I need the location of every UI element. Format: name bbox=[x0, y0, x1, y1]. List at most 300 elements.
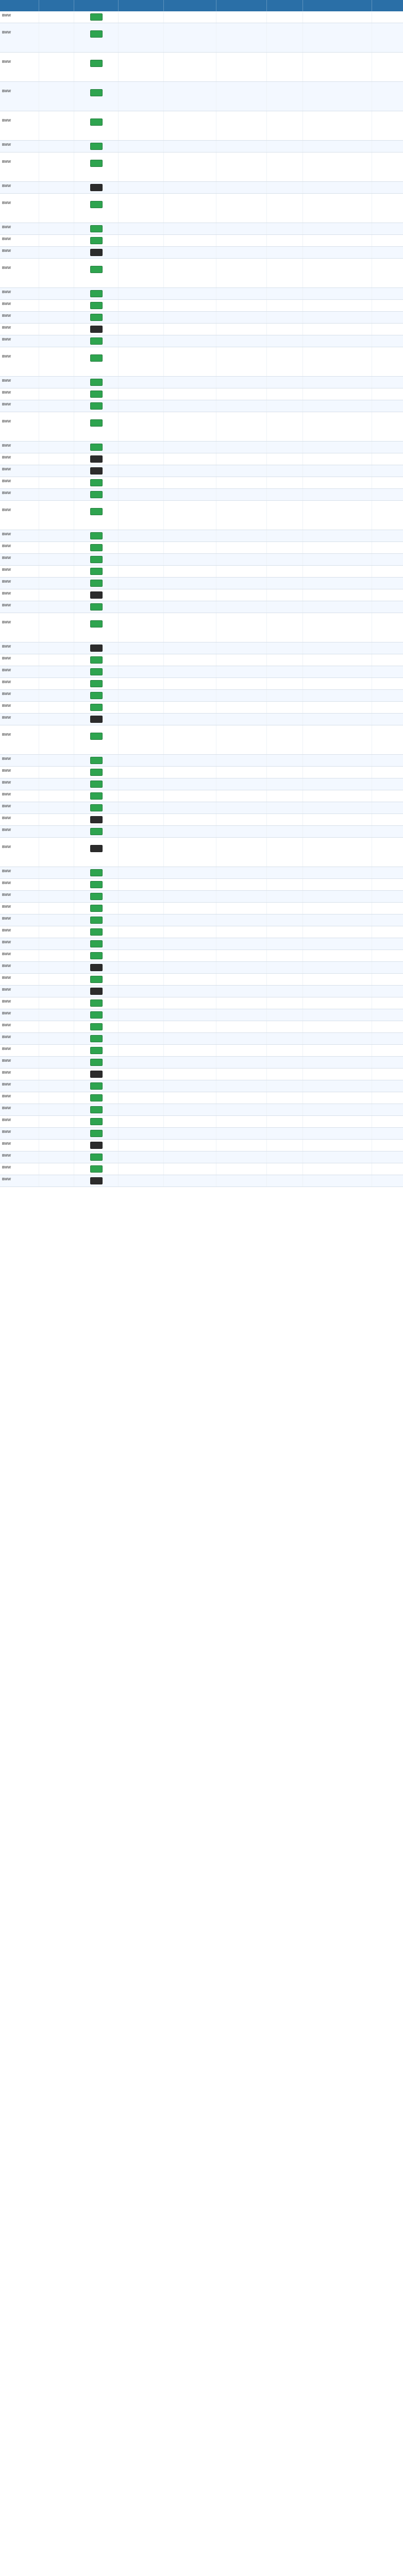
cell-col-4 bbox=[119, 223, 164, 234]
cell-col-5 bbox=[164, 613, 216, 642]
table-row bbox=[0, 111, 403, 141]
table-row bbox=[0, 997, 403, 1009]
cell-col-4 bbox=[119, 578, 164, 589]
cell-col-2 bbox=[39, 903, 74, 914]
cell-col-6 bbox=[216, 654, 267, 666]
cell-col-4 bbox=[119, 903, 164, 914]
cell-col-4 bbox=[119, 1151, 164, 1163]
cell-col-2 bbox=[39, 194, 74, 223]
cell-col-2 bbox=[39, 453, 74, 465]
cell-col-7 bbox=[267, 1009, 303, 1021]
table-row bbox=[0, 767, 403, 778]
cell-col-4 bbox=[119, 530, 164, 541]
cell-badge bbox=[74, 997, 119, 1009]
cell-col-6 bbox=[216, 814, 267, 825]
cell-badge bbox=[74, 235, 119, 246]
table-header-col-3 bbox=[74, 0, 119, 11]
cell-col-5 bbox=[164, 826, 216, 837]
cell-col-2 bbox=[39, 578, 74, 589]
cell-badge bbox=[74, 578, 119, 589]
table-row bbox=[0, 642, 403, 654]
cell-badge bbox=[74, 501, 119, 530]
cell-make: BMW bbox=[0, 666, 39, 677]
cell-col-6 bbox=[216, 400, 267, 412]
cell-col-7 bbox=[267, 542, 303, 553]
table-row bbox=[0, 1092, 403, 1104]
cell-badge bbox=[74, 879, 119, 890]
table-row bbox=[0, 666, 403, 678]
cell-make: BMW bbox=[0, 997, 39, 1009]
status-badge bbox=[90, 118, 103, 126]
cell-col-5 bbox=[164, 814, 216, 825]
cell-col-2 bbox=[39, 938, 74, 950]
status-badge bbox=[90, 1011, 103, 1019]
table-row bbox=[0, 442, 403, 453]
cell-col-7 bbox=[267, 400, 303, 412]
cell-col-9 bbox=[372, 814, 403, 825]
cell-badge bbox=[74, 814, 119, 825]
cell-col-5 bbox=[164, 891, 216, 902]
cell-col-2 bbox=[39, 1128, 74, 1139]
cell-col-5 bbox=[164, 690, 216, 701]
cell-col-4 bbox=[119, 1080, 164, 1092]
cell-col-4 bbox=[119, 247, 164, 258]
cell-col-9 bbox=[372, 997, 403, 1009]
cell-col-9 bbox=[372, 938, 403, 950]
cell-col-9 bbox=[372, 974, 403, 985]
cell-col-7 bbox=[267, 601, 303, 613]
cell-col-4 bbox=[119, 1009, 164, 1021]
cell-col-6 bbox=[216, 259, 267, 287]
table-row bbox=[0, 1069, 403, 1080]
cell-col-6 bbox=[216, 867, 267, 878]
cell-col-4 bbox=[119, 501, 164, 530]
cell-badge bbox=[74, 1045, 119, 1056]
cell-make: BMW bbox=[0, 601, 39, 613]
cell-col-7 bbox=[267, 465, 303, 477]
cell-col-9 bbox=[372, 642, 403, 654]
table-row bbox=[0, 566, 403, 578]
cell-badge bbox=[74, 690, 119, 701]
cell-col-7 bbox=[267, 442, 303, 453]
cell-col-5 bbox=[164, 477, 216, 488]
cell-col-6 bbox=[216, 1092, 267, 1104]
cell-badge bbox=[74, 400, 119, 412]
cell-badge bbox=[74, 767, 119, 778]
cell-col-2 bbox=[39, 152, 74, 181]
cell-col-5 bbox=[164, 962, 216, 973]
cell-col-6 bbox=[216, 312, 267, 323]
cell-make: BMW bbox=[0, 642, 39, 654]
table-row bbox=[0, 690, 403, 702]
cell-col-7 bbox=[267, 412, 303, 441]
cell-col-4 bbox=[119, 335, 164, 347]
cell-col-6 bbox=[216, 589, 267, 601]
table-header-col-2 bbox=[39, 0, 74, 11]
table-row bbox=[0, 1021, 403, 1033]
cell-col-2 bbox=[39, 554, 74, 565]
cell-badge bbox=[74, 111, 119, 140]
cell-col-8 bbox=[303, 182, 372, 193]
cell-col-5 bbox=[164, 442, 216, 453]
table-row bbox=[0, 914, 403, 926]
cell-badge bbox=[74, 802, 119, 814]
status-badge bbox=[90, 237, 103, 244]
cell-col-2 bbox=[39, 247, 74, 258]
cell-col-2 bbox=[39, 1057, 74, 1068]
cell-col-4 bbox=[119, 838, 164, 867]
cell-make: BMW bbox=[0, 453, 39, 465]
cell-badge bbox=[74, 1163, 119, 1175]
cell-col-6 bbox=[216, 755, 267, 766]
cell-make: BMW bbox=[0, 1104, 39, 1115]
cell-col-5 bbox=[164, 377, 216, 388]
cell-col-6 bbox=[216, 300, 267, 311]
table-row bbox=[0, 654, 403, 666]
cell-col-7 bbox=[267, 1116, 303, 1127]
cell-col-9 bbox=[372, 1057, 403, 1068]
cell-col-5 bbox=[164, 1033, 216, 1044]
cell-col-4 bbox=[119, 974, 164, 985]
cell-col-7 bbox=[267, 838, 303, 867]
cell-col-9 bbox=[372, 259, 403, 287]
cell-col-2 bbox=[39, 1104, 74, 1115]
cell-make: BMW bbox=[0, 690, 39, 701]
cell-col-7 bbox=[267, 613, 303, 642]
cell-col-2 bbox=[39, 388, 74, 400]
cell-badge bbox=[74, 778, 119, 790]
cell-col-9 bbox=[372, 152, 403, 181]
status-badge bbox=[90, 1047, 103, 1054]
cell-col-8 bbox=[303, 714, 372, 725]
cell-col-8 bbox=[303, 891, 372, 902]
status-badge bbox=[90, 444, 103, 451]
cell-col-7 bbox=[267, 347, 303, 376]
cell-col-8 bbox=[303, 223, 372, 234]
cell-col-4 bbox=[119, 53, 164, 81]
cell-make: BMW bbox=[0, 1069, 39, 1080]
cell-col-2 bbox=[39, 826, 74, 837]
cell-col-8 bbox=[303, 489, 372, 500]
cell-col-7 bbox=[267, 702, 303, 713]
status-badge bbox=[90, 419, 103, 427]
cell-col-2 bbox=[39, 725, 74, 754]
cell-col-2 bbox=[39, 489, 74, 500]
cell-col-2 bbox=[39, 312, 74, 323]
cell-col-5 bbox=[164, 412, 216, 441]
cell-col-7 bbox=[267, 974, 303, 985]
cell-col-9 bbox=[372, 324, 403, 335]
cell-col-2 bbox=[39, 1021, 74, 1032]
cell-make: BMW bbox=[0, 826, 39, 837]
cell-col-2 bbox=[39, 1080, 74, 1092]
cell-col-6 bbox=[216, 530, 267, 541]
cell-badge bbox=[74, 755, 119, 766]
status-badge bbox=[90, 337, 103, 345]
cell-col-9 bbox=[372, 826, 403, 837]
cell-col-8 bbox=[303, 601, 372, 613]
cell-col-2 bbox=[39, 986, 74, 997]
cell-col-7 bbox=[267, 802, 303, 814]
cell-col-5 bbox=[164, 1092, 216, 1104]
cell-col-6 bbox=[216, 997, 267, 1009]
status-badge bbox=[90, 467, 103, 474]
table-row bbox=[0, 11, 403, 23]
cell-make: BMW bbox=[0, 1033, 39, 1044]
status-badge bbox=[90, 716, 103, 723]
cell-col-7 bbox=[267, 867, 303, 878]
table-row bbox=[0, 489, 403, 501]
cell-col-2 bbox=[39, 1140, 74, 1151]
cell-col-2 bbox=[39, 442, 74, 453]
cell-col-8 bbox=[303, 867, 372, 878]
cell-col-8 bbox=[303, 477, 372, 488]
cell-col-2 bbox=[39, 1092, 74, 1104]
cell-badge bbox=[74, 986, 119, 997]
cell-col-4 bbox=[119, 938, 164, 950]
cell-col-9 bbox=[372, 702, 403, 713]
cell-make: BMW bbox=[0, 879, 39, 890]
cell-col-7 bbox=[267, 182, 303, 193]
cell-col-8 bbox=[303, 654, 372, 666]
cell-col-8 bbox=[303, 324, 372, 335]
status-badge bbox=[90, 976, 103, 983]
status-badge bbox=[90, 290, 103, 297]
cell-col-9 bbox=[372, 914, 403, 926]
cell-make: BMW bbox=[0, 324, 39, 335]
cell-col-8 bbox=[303, 778, 372, 790]
cell-col-5 bbox=[164, 501, 216, 530]
cell-badge bbox=[74, 312, 119, 323]
cell-col-4 bbox=[119, 477, 164, 488]
status-badge bbox=[90, 1106, 103, 1113]
cell-badge bbox=[74, 926, 119, 938]
cell-col-6 bbox=[216, 601, 267, 613]
cell-badge bbox=[74, 589, 119, 601]
cell-col-9 bbox=[372, 542, 403, 553]
cell-col-4 bbox=[119, 1057, 164, 1068]
cell-col-6 bbox=[216, 1128, 267, 1139]
cell-col-7 bbox=[267, 926, 303, 938]
cell-col-7 bbox=[267, 388, 303, 400]
cell-col-6 bbox=[216, 891, 267, 902]
status-badge bbox=[90, 479, 103, 486]
cell-col-5 bbox=[164, 194, 216, 223]
cell-badge bbox=[74, 714, 119, 725]
table-row bbox=[0, 1033, 403, 1045]
cell-col-2 bbox=[39, 962, 74, 973]
cell-col-5 bbox=[164, 678, 216, 689]
status-badge bbox=[90, 1165, 103, 1173]
cell-col-7 bbox=[267, 11, 303, 23]
cell-col-5 bbox=[164, 300, 216, 311]
cell-col-6 bbox=[216, 578, 267, 589]
cell-col-6 bbox=[216, 767, 267, 778]
cell-col-7 bbox=[267, 489, 303, 500]
cell-col-6 bbox=[216, 1045, 267, 1056]
cell-col-7 bbox=[267, 554, 303, 565]
cell-badge bbox=[74, 654, 119, 666]
table-row bbox=[0, 259, 403, 288]
cell-col-7 bbox=[267, 1080, 303, 1092]
cell-make: BMW bbox=[0, 1021, 39, 1032]
cell-col-4 bbox=[119, 613, 164, 642]
status-badge bbox=[90, 620, 103, 628]
cell-make: BMW bbox=[0, 1045, 39, 1056]
cell-col-5 bbox=[164, 1151, 216, 1163]
cell-col-4 bbox=[119, 1140, 164, 1151]
table-header-col-5 bbox=[164, 0, 216, 11]
cell-col-6 bbox=[216, 666, 267, 677]
table-row bbox=[0, 814, 403, 826]
table-row bbox=[0, 542, 403, 554]
cell-badge bbox=[74, 53, 119, 81]
cell-badge bbox=[74, 259, 119, 287]
table-row bbox=[0, 400, 403, 412]
cell-badge bbox=[74, 1128, 119, 1139]
cell-col-5 bbox=[164, 589, 216, 601]
cell-col-6 bbox=[216, 725, 267, 754]
cell-col-9 bbox=[372, 53, 403, 81]
status-badge bbox=[90, 692, 103, 699]
cell-col-4 bbox=[119, 152, 164, 181]
cell-col-2 bbox=[39, 300, 74, 311]
table-header-col-6 bbox=[216, 0, 267, 11]
cell-col-5 bbox=[164, 347, 216, 376]
cell-make: BMW bbox=[0, 1163, 39, 1175]
table-row bbox=[0, 1104, 403, 1116]
status-badge bbox=[90, 905, 103, 912]
cell-col-6 bbox=[216, 914, 267, 926]
cell-col-4 bbox=[119, 111, 164, 140]
cell-badge bbox=[74, 974, 119, 985]
cell-col-4 bbox=[119, 1069, 164, 1080]
status-badge bbox=[90, 532, 103, 539]
cell-col-9 bbox=[372, 755, 403, 766]
cell-col-9 bbox=[372, 950, 403, 961]
cell-make: BMW bbox=[0, 1080, 39, 1092]
status-badge bbox=[90, 508, 103, 515]
cell-col-7 bbox=[267, 194, 303, 223]
cell-col-4 bbox=[119, 589, 164, 601]
cell-badge bbox=[74, 82, 119, 111]
table-row bbox=[0, 412, 403, 442]
cell-col-8 bbox=[303, 702, 372, 713]
cell-col-9 bbox=[372, 1104, 403, 1115]
cell-col-2 bbox=[39, 477, 74, 488]
cell-badge bbox=[74, 702, 119, 713]
cell-col-7 bbox=[267, 1128, 303, 1139]
cell-col-2 bbox=[39, 465, 74, 477]
cell-col-5 bbox=[164, 802, 216, 814]
cell-col-7 bbox=[267, 1175, 303, 1187]
cell-col-8 bbox=[303, 613, 372, 642]
cell-col-8 bbox=[303, 300, 372, 311]
cell-col-9 bbox=[372, 1128, 403, 1139]
cell-col-2 bbox=[39, 1163, 74, 1175]
cell-col-4 bbox=[119, 542, 164, 553]
cell-col-2 bbox=[39, 867, 74, 878]
cell-col-9 bbox=[372, 465, 403, 477]
status-badge bbox=[90, 568, 103, 575]
cell-col-9 bbox=[372, 489, 403, 500]
cell-badge bbox=[74, 347, 119, 376]
status-badge bbox=[90, 13, 103, 21]
cell-badge bbox=[74, 1021, 119, 1032]
cell-col-5 bbox=[164, 53, 216, 81]
cell-badge bbox=[74, 1140, 119, 1151]
cell-col-4 bbox=[119, 666, 164, 677]
cell-col-5 bbox=[164, 974, 216, 985]
cell-col-6 bbox=[216, 542, 267, 553]
cell-make: BMW bbox=[0, 300, 39, 311]
cell-make: BMW bbox=[0, 259, 39, 287]
cell-col-9 bbox=[372, 1021, 403, 1032]
cell-col-6 bbox=[216, 442, 267, 453]
cell-col-6 bbox=[216, 247, 267, 258]
cell-make: BMW bbox=[0, 152, 39, 181]
cell-col-5 bbox=[164, 259, 216, 287]
table-row bbox=[0, 891, 403, 903]
cell-col-2 bbox=[39, 654, 74, 666]
cell-col-9 bbox=[372, 1175, 403, 1187]
cell-col-9 bbox=[372, 962, 403, 973]
cell-badge bbox=[74, 465, 119, 477]
cell-col-2 bbox=[39, 1069, 74, 1080]
status-badge bbox=[90, 988, 103, 995]
cell-make: BMW bbox=[0, 1175, 39, 1187]
cell-col-9 bbox=[372, 400, 403, 412]
cell-col-4 bbox=[119, 767, 164, 778]
table-row bbox=[0, 778, 403, 790]
cell-col-6 bbox=[216, 642, 267, 654]
status-badge bbox=[90, 1177, 103, 1184]
cell-col-8 bbox=[303, 962, 372, 973]
cell-col-4 bbox=[119, 23, 164, 52]
cell-col-5 bbox=[164, 1116, 216, 1127]
cell-col-2 bbox=[39, 678, 74, 689]
status-badge bbox=[90, 266, 103, 273]
cell-col-6 bbox=[216, 1140, 267, 1151]
cell-col-5 bbox=[164, 223, 216, 234]
cell-col-9 bbox=[372, 838, 403, 867]
cell-col-6 bbox=[216, 1021, 267, 1032]
cell-col-6 bbox=[216, 1116, 267, 1127]
cell-col-6 bbox=[216, 778, 267, 790]
cell-make: BMW bbox=[0, 578, 39, 589]
cell-badge bbox=[74, 613, 119, 642]
cell-col-5 bbox=[164, 702, 216, 713]
cell-col-7 bbox=[267, 950, 303, 961]
cell-col-5 bbox=[164, 790, 216, 802]
cell-col-7 bbox=[267, 1163, 303, 1175]
cell-col-9 bbox=[372, 767, 403, 778]
cell-col-5 bbox=[164, 152, 216, 181]
cell-col-2 bbox=[39, 914, 74, 926]
cell-col-9 bbox=[372, 1045, 403, 1056]
status-badge bbox=[90, 1094, 103, 1101]
cell-col-2 bbox=[39, 755, 74, 766]
cell-col-6 bbox=[216, 223, 267, 234]
status-badge bbox=[90, 556, 103, 563]
cell-col-4 bbox=[119, 347, 164, 376]
cell-col-9 bbox=[372, 453, 403, 465]
cell-badge bbox=[74, 194, 119, 223]
cell-col-7 bbox=[267, 962, 303, 973]
cell-col-6 bbox=[216, 477, 267, 488]
status-badge bbox=[90, 302, 103, 309]
cell-col-7 bbox=[267, 1092, 303, 1104]
